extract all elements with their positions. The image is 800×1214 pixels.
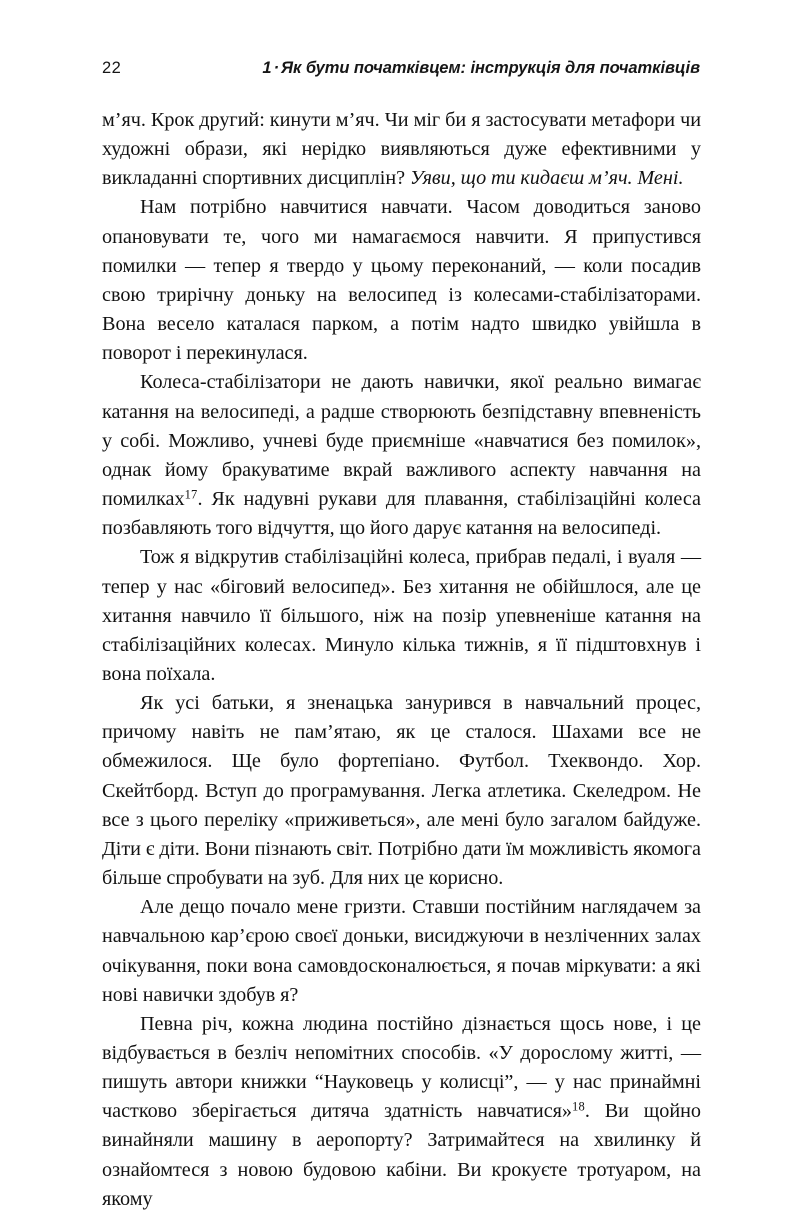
body-text: . Як надувні рукави для плавання, стабілізаційні колеса позбавляють того відчуття, що його дарує катання на велосипеді. (102, 488, 701, 540)
body-text-block (102, 106, 701, 1214)
body-text: Певна річ, кожна людина постійно дізнається щось нове, і це відбувається в безліч непомітних способів. «У дорослому житті, — пишуть автори книжки “Науковець у колисці”, — у нас принаймні частково зберігається дитяча здатність навчатися» (102, 1012, 701, 1123)
paragraph (102, 543, 701, 689)
body-text: . Ви щойно винайняли машину в аеропорту? Затримайтеся на хвилинку й ознайомтеся з новою будовою кабіни. Ви крокуєте тротуаром, на якому (102, 1100, 701, 1210)
running-head (102, 60, 700, 86)
paragraph (102, 1010, 701, 1214)
paragraph (102, 368, 701, 543)
page-number: 22 (102, 59, 122, 77)
paragraph (102, 193, 701, 368)
body-text: м’яч. Крок другий: кинути м’яч. Чи міг би я застосувати метафори чи художні образи, які нерідко виявляються дуже ефективними у викладанні спортивних дисциплін? (102, 109, 701, 190)
paragraph (102, 106, 701, 193)
paragraph (102, 893, 701, 1010)
running-head-title (262, 60, 700, 77)
body-text: Але дещо почало мене гризти. Ставши постійним наглядачем за навчальною кар’єрою своєї доньки, висиджуючи в незліченних залах очікування, поки вона самовдосконалюється, я почав міркувати: а які нові навички здобув я? (102, 896, 701, 1006)
chapter-title: Як бути початківцем: інструкція для початківців (281, 59, 700, 77)
header-separator: · (273, 59, 280, 77)
footnote-reference[interactable]: 18 (572, 1099, 585, 1114)
body-text: Тож я відкрутив стабілізаційні колеса, прибрав педалі, і вуаля — тепер у нас «біговий велосипед». Без хитання не обійшлося, але це хитання навчило її більшого, ніж на позір упевненіше катання на стабілізаційних колесах. Минуло кілька тижнів, я її підштовхнув і вона поїхала. (102, 546, 701, 685)
body-text: Нам потрібно навчитися навчати. Часом доводиться заново опановувати те, чого ми намагаємося навчити. Я припустився помилки — тепер я твердо у цьому переконаний, — коли посадив свою трирічну доньку на велосипед із колесами-стабілізаторами. Вона весело каталася парком, а потім надто швидко увійшла в поворот і перекинулася. (102, 196, 701, 365)
body-text: Як усі батьки, я зненацька занурився в навчальний процес, причому навіть не пам’ятаю, як це сталося. Шахами все не обмежилося. Ще було фортепіано. Футбол. Тхеквондо. Хор. Скейтборд. Вступ до програмування. Легка атлетика. Скеледром. Не все з цього переліку «приживеться», але мені було загалом байдуже. Діти є діти. Вони пізнають світ. Потрібно дати їм можливість якомога більше спробувати на зуб. Для них це корисно. (102, 692, 701, 890)
emphasis-text: Уяви, що ти кидаєш м’яч. Мені. (409, 167, 684, 190)
paragraph (102, 689, 701, 893)
footnote-reference[interactable]: 17 (184, 487, 198, 502)
body-text: Колеса-стабілізатори не дають навички, якої реально вимагає катання на велосипеді, а радше створюють безпідставну впевненість у собі. Можливо, учневі буде приємніше «навчатися без помилок», однак йому бракуватиме вкрай важливого аспекту навчання на помилках (102, 371, 701, 511)
chapter-number: 1 (262, 59, 272, 77)
